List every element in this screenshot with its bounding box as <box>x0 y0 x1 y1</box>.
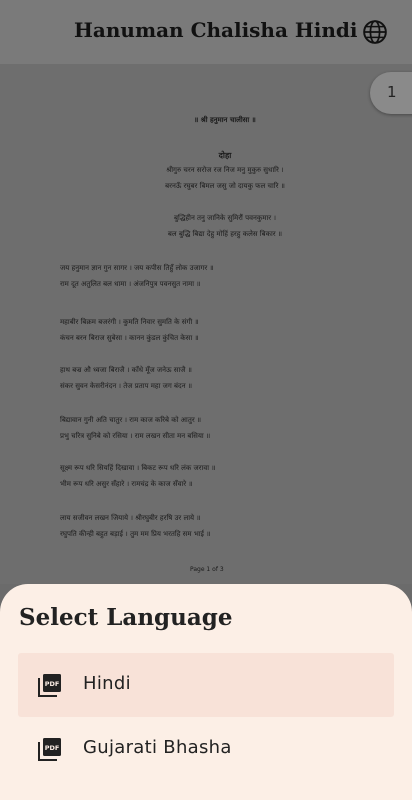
language-option-gujarati[interactable] <box>18 717 394 781</box>
doc-line: बिद्यावान गुनी अति चातुर । राम काज करिबे को आतुर ॥ <box>60 416 202 424</box>
doc-line: बुद्धिहीन तनु जानिके सुमिरौं पवनकुमार । <box>174 214 276 222</box>
language-option-label: Hindi <box>83 673 131 694</box>
doc-line: प्रभु चरित्र सुनिबे को रसिया । राम लखन सीता मन बसिया ॥ <box>60 432 211 440</box>
globe-icon[interactable] <box>362 19 388 45</box>
doc-line: राम दूत अतुलित बल धामा । अंजनिपुत्र पवनसुत नामा ॥ <box>60 280 201 288</box>
page-indicator[interactable] <box>370 72 412 114</box>
doc-line: रघुपति कीन्ही बहुत बड़ाई । तुम मम प्रिय भरतहि सम भाई ॥ <box>60 530 211 538</box>
doc-line: बल बुद्धि बिद्या देहु मोहिं हरहु कलेस बिकार ॥ <box>167 230 283 238</box>
doc-page-footer: Page 1 of 3 <box>190 566 224 573</box>
language-option-hindi[interactable] <box>18 653 394 717</box>
doc-line: लाय सजीवन लखन जियाये । श्रीरघुबीर हरषि उर लाये ॥ <box>60 514 201 522</box>
page-number: 1 <box>387 83 397 101</box>
svg-text:PDF: PDF <box>44 680 60 688</box>
doc-line: कंचन बरन बिराज सुबेसा । कानन कुंडल कुंचित केसा ॥ <box>60 334 199 342</box>
doc-heading: ॥ श्री हनुमान चालीसा ॥ <box>194 116 256 124</box>
doc-line: हाथ बज्र औ ध्वजा बिराजै । काँधे मूँज जनेऊ साजै ॥ <box>60 366 192 374</box>
app-bar <box>0 0 412 64</box>
language-bottom-sheet <box>0 584 412 800</box>
pdf-icon <box>38 737 62 761</box>
doc-line: श्रीगुरु चरन सरोज रज निज मनु मुकुरु सुधारि । <box>166 166 284 174</box>
sheet-title: Select Language <box>19 604 233 631</box>
doc-doha-label: दोहा <box>218 151 232 160</box>
svg-text:PDF: PDF <box>44 744 60 752</box>
doc-line: भीम रूप धरि असुर सँहारे । रामचंद्र के काज सँवारे ॥ <box>60 480 193 488</box>
app-title: Hanuman Chalisha Hindi <box>74 18 358 42</box>
pdf-icon <box>38 673 62 697</box>
doc-line: संकर सुवन केसरीनंदन । तेज प्रताप महा जग बंदन ॥ <box>60 382 193 390</box>
doc-line: महाबीर बिक्रम बजरंगी । कुमति निवार सुमति के संगी ॥ <box>60 318 199 326</box>
pdf-viewer[interactable] <box>0 64 412 584</box>
doc-line: सूक्ष्म रूप धरि सियहिं दिखावा । बिकट रूप धरि लंक जरावा ॥ <box>60 464 216 472</box>
doc-line: बरनऊँ रघुबर बिमल जसु जो दायकु फल चारि ॥ <box>165 182 285 190</box>
language-option-label: Gujarati Bhasha <box>83 737 232 758</box>
doc-line: जय हनुमान ज्ञान गुन सागर । जय कपीस तिहुँ लोक उजागर ॥ <box>60 264 214 272</box>
